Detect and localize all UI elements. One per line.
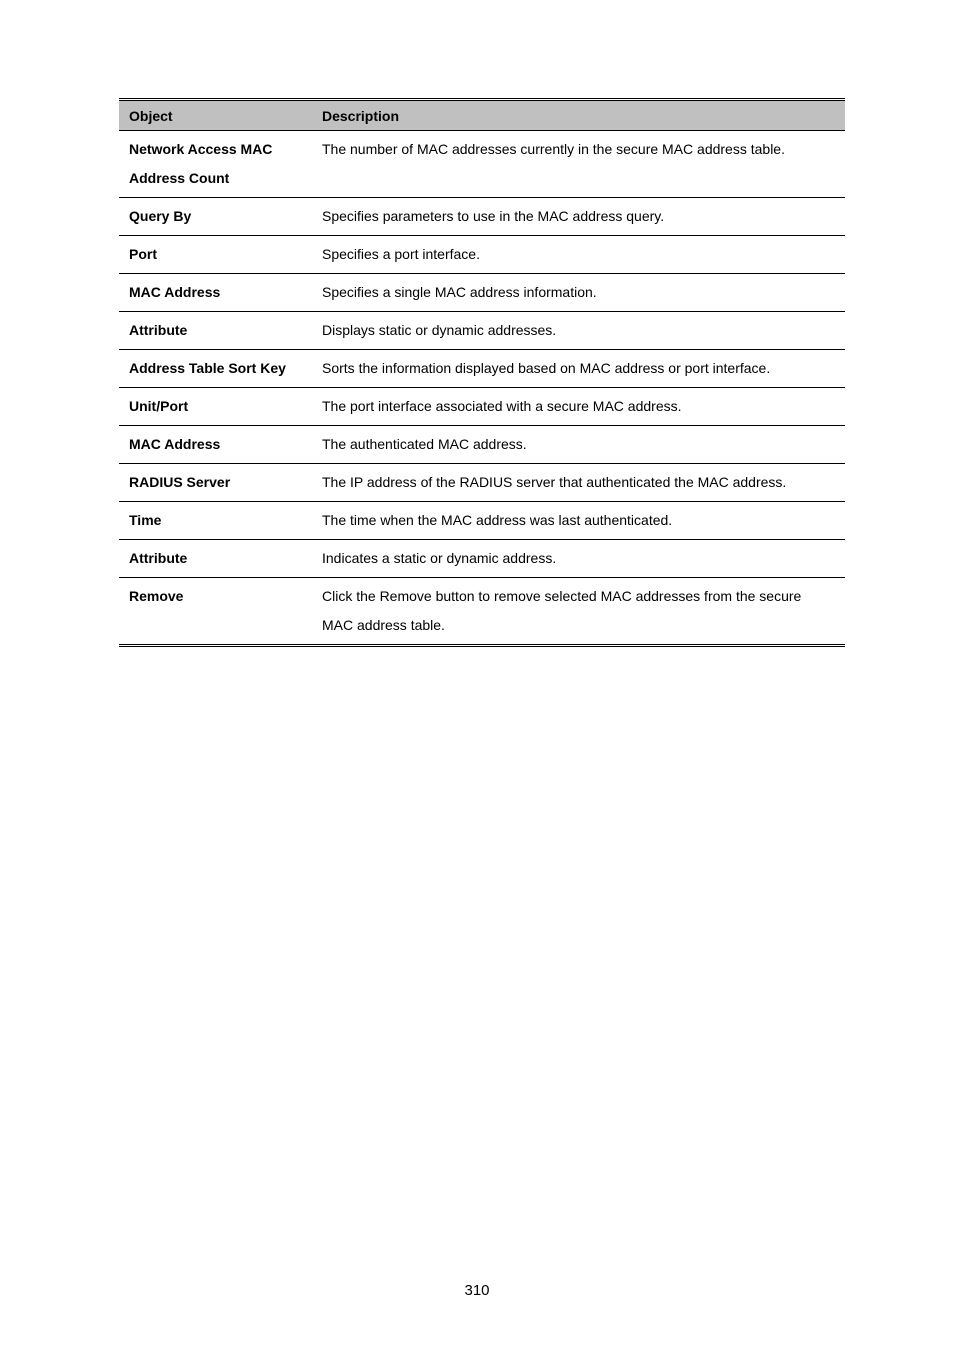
- table-body: [119, 131, 845, 646]
- object-cell: MAC Address: [119, 274, 312, 312]
- object-cell: Time: [119, 502, 312, 540]
- table-row: [119, 350, 845, 388]
- description-cell: Specifies a port interface.: [312, 236, 845, 274]
- table-row: [119, 540, 845, 578]
- table-header: [119, 100, 845, 131]
- header-object: Object: [119, 100, 312, 131]
- table-row: [119, 198, 845, 236]
- description-cell: Indicates a static or dynamic address.: [312, 540, 845, 578]
- object-cell: Attribute: [119, 540, 312, 578]
- description-cell: Specifies parameters to use in the MAC address query.: [312, 198, 845, 236]
- description-cell: The IP address of the RADIUS server that authenticated the MAC address.: [312, 464, 845, 502]
- object-cell: Network Access MAC Address Count: [119, 131, 312, 198]
- table-row: [119, 312, 845, 350]
- table-row: [119, 464, 845, 502]
- description-cell: Specifies a single MAC address information.: [312, 274, 845, 312]
- object-description-table: [119, 98, 845, 647]
- page-number: 310: [464, 1282, 490, 1299]
- table-row: [119, 578, 845, 646]
- description-cell: The authenticated MAC address.: [312, 426, 845, 464]
- table-row: [119, 236, 845, 274]
- object-cell: Query By: [119, 198, 312, 236]
- description-cell: The number of MAC addresses currently in the secure MAC address table.: [312, 131, 845, 198]
- description-cell: Sorts the information displayed based on MAC address or port interface.: [312, 350, 845, 388]
- header-description: Description: [312, 100, 845, 131]
- table-row: [119, 274, 845, 312]
- table-row: [119, 131, 845, 198]
- object-cell: MAC Address: [119, 426, 312, 464]
- object-cell: Attribute: [119, 312, 312, 350]
- table-row: [119, 426, 845, 464]
- object-cell: Address Table Sort Key: [119, 350, 312, 388]
- description-cell: Click the Remove button to remove selected MAC addresses from the secure MAC address table.: [322, 588, 802, 633]
- description-cell: The port interface associated with a secure MAC address.: [312, 388, 845, 426]
- object-cell: Unit/Port: [119, 388, 312, 426]
- object-cell: Remove: [129, 588, 184, 604]
- table-row: [119, 388, 845, 426]
- table-header-row: [119, 100, 845, 131]
- object-cell: Port: [119, 236, 312, 274]
- object-cell: RADIUS Server: [119, 464, 312, 502]
- table-row: [119, 502, 845, 540]
- description-cell: Displays static or dynamic addresses.: [312, 312, 845, 350]
- description-cell: The time when the MAC address was last authenticated.: [312, 502, 845, 540]
